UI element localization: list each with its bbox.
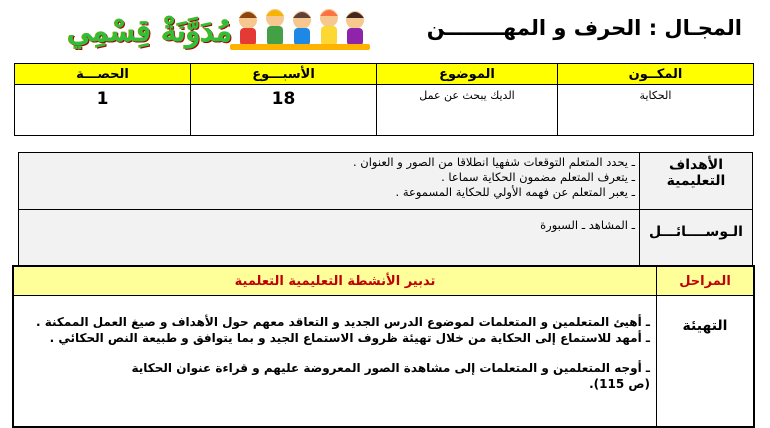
goal-item: ـ يحدد المتعلم التوقعات شفهيا انطلاقا من الصور و العنوان . bbox=[352, 155, 635, 169]
component-value: الحكاية bbox=[558, 85, 754, 136]
means-text: ـ المشاهد ـ السبورة bbox=[540, 218, 635, 232]
stages-header: المراحل bbox=[657, 266, 755, 296]
means-label: الـوســــائـــل bbox=[640, 210, 753, 267]
table-row bbox=[15, 85, 754, 136]
activities-header: تدبير الأنشطة التعليمية التعلمية bbox=[13, 266, 657, 296]
activity-line: ـ أمهد للاستماع إلى الحكاية من خلال تهيئة ظروف الاستماع الجيد و بما يتوافق و طبيعة النص الحكائي . bbox=[49, 331, 650, 345]
logo-text: مُدَوَّنَةْ قِسْمِي bbox=[67, 14, 233, 49]
children-illustration-icon bbox=[230, 6, 370, 52]
session-value: 1 bbox=[15, 85, 191, 136]
column-header-component: المكــون bbox=[558, 64, 754, 85]
objectives-table bbox=[18, 152, 753, 267]
goals-cell bbox=[19, 153, 640, 210]
column-header-week: الأسبـــوع bbox=[191, 64, 377, 85]
goal-item: ـ يعبر المتعلم عن فهمه الأولي للحكاية المسموعة . bbox=[395, 185, 635, 199]
activity-line: (ص 115). bbox=[589, 377, 650, 391]
goals-label: الأهداف التعليمية bbox=[640, 153, 753, 210]
stage-label: التهيئة bbox=[657, 296, 755, 428]
table-row bbox=[19, 210, 753, 267]
table-row bbox=[19, 153, 753, 210]
topic-value: الديك يبحث عن عمل bbox=[377, 85, 558, 136]
activities-cell bbox=[13, 296, 657, 428]
lesson-info-table bbox=[14, 63, 754, 136]
activity-line: ـ أوجه المتعلمين و المتعلمات إلى مشاهدة الصور المعروضة عليهم و قراءة عنوان الحكاية bbox=[131, 361, 650, 375]
activities-table bbox=[12, 265, 755, 428]
activity-line: ـ أهيئ المتعلمين و المتعلمات لموضوع الدرس الجديد و التعاقد معهم حول الأهداف و صيغ العمل الممكنة . bbox=[35, 315, 650, 329]
table-row bbox=[13, 296, 754, 428]
week-value: 18 bbox=[191, 85, 377, 136]
site-logo bbox=[20, 6, 360, 54]
means-cell bbox=[19, 210, 640, 267]
goal-item: ـ يتعرف المتعلم مضمون الحكاية سماعا . bbox=[441, 170, 635, 184]
table-header-row bbox=[13, 266, 754, 296]
column-header-session: الحصـــة bbox=[15, 64, 191, 85]
table-header-row bbox=[15, 64, 754, 85]
column-header-topic: الموضوع bbox=[377, 64, 558, 85]
page-title: المجـال : الحرف و المهــــــــن bbox=[426, 16, 742, 40]
